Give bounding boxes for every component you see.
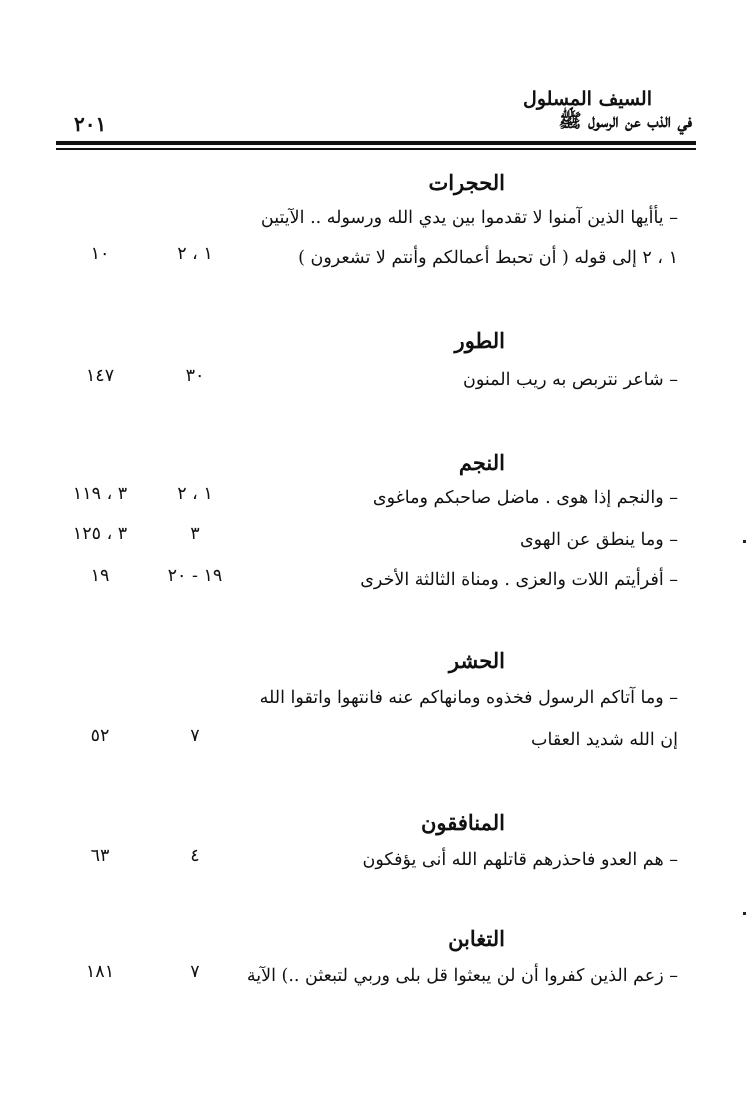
verse-numbers: ٤ — [190, 846, 200, 866]
entry-text-line: – هم العدو فاحذرهم قاتلهم الله أنى يؤفكون — [362, 850, 678, 870]
header-title-line-2: في الذب عن الرسول ﷺ — [558, 110, 692, 132]
header-title-line-1: السيف المسلول — [523, 88, 652, 110]
page-references: ١٨١ — [85, 962, 115, 982]
section-heading-najm: النجم — [458, 450, 505, 475]
verse-numbers: ١ ، ٢ — [177, 244, 213, 264]
verse-numbers: ١٩ - ٢٠ — [167, 566, 223, 586]
page-references: ٣ ، ١٢٥ — [72, 524, 128, 544]
header-rule-thin — [56, 148, 696, 150]
scan-mark — [743, 540, 746, 543]
section-heading-munafiqun: المنافقون — [420, 810, 505, 835]
verse-numbers: ٣٠ — [185, 366, 205, 386]
verse-numbers: ١ ، ٢ — [177, 484, 213, 504]
entry-text-line: – شاعر نتربص به ريب المنون — [462, 370, 678, 390]
running-header-title — [392, 88, 692, 132]
page-references: ٥٢ — [90, 726, 110, 746]
entry-text-line: – وما آتاكم الرسول فخذوه ومانهاكم عنه فانتهوا واتقوا الله — [259, 688, 678, 708]
page-references: ٦٣ — [90, 846, 110, 866]
page-references: ١٠ — [90, 244, 110, 264]
scan-mark — [743, 912, 746, 915]
entry-text-line: – أفرأيتم اللات والعزى . ومناة الثالثة الأخرى — [360, 570, 678, 590]
entry-text-line: – وما ينطق عن الهوى — [519, 530, 678, 550]
verse-numbers: ٧ — [190, 962, 200, 982]
entry-text-line: إن الله شديد العقاب — [531, 730, 678, 750]
page-references: ٣ ، ١١٩ — [72, 484, 128, 504]
section-heading-hashr: الحشر — [448, 648, 505, 673]
entry-text-line: ١ ، ٢ إلى قوله ( أن تحبط أعمالكم وأنتم لا تشعرون ) — [298, 248, 678, 268]
page-references: ١٩ — [90, 566, 110, 586]
entry-text-line: – زعم الذين كفروا أن لن يبعثوا قل بلى وربي لتبعثن ..) الآية — [246, 966, 678, 986]
header-rule-thick — [56, 141, 696, 145]
section-heading-hujurat: الحجرات — [428, 170, 505, 195]
page-references: ١٤٧ — [85, 366, 115, 386]
page-number: ٢٠١ — [74, 112, 107, 136]
verse-numbers: ٣ — [190, 524, 200, 544]
section-heading-tur: الطور — [454, 328, 505, 353]
entry-text-line: – يأأيها الذين آمنوا لا تقدموا بين يدي الله ورسوله .. الآيتين — [260, 208, 678, 228]
section-heading-taghabun: التغابن — [448, 926, 505, 951]
verse-numbers: ٧ — [190, 726, 200, 746]
entry-text-line: – والنجم إذا هوى . ماضل صاحبكم وماغوى — [372, 488, 678, 508]
